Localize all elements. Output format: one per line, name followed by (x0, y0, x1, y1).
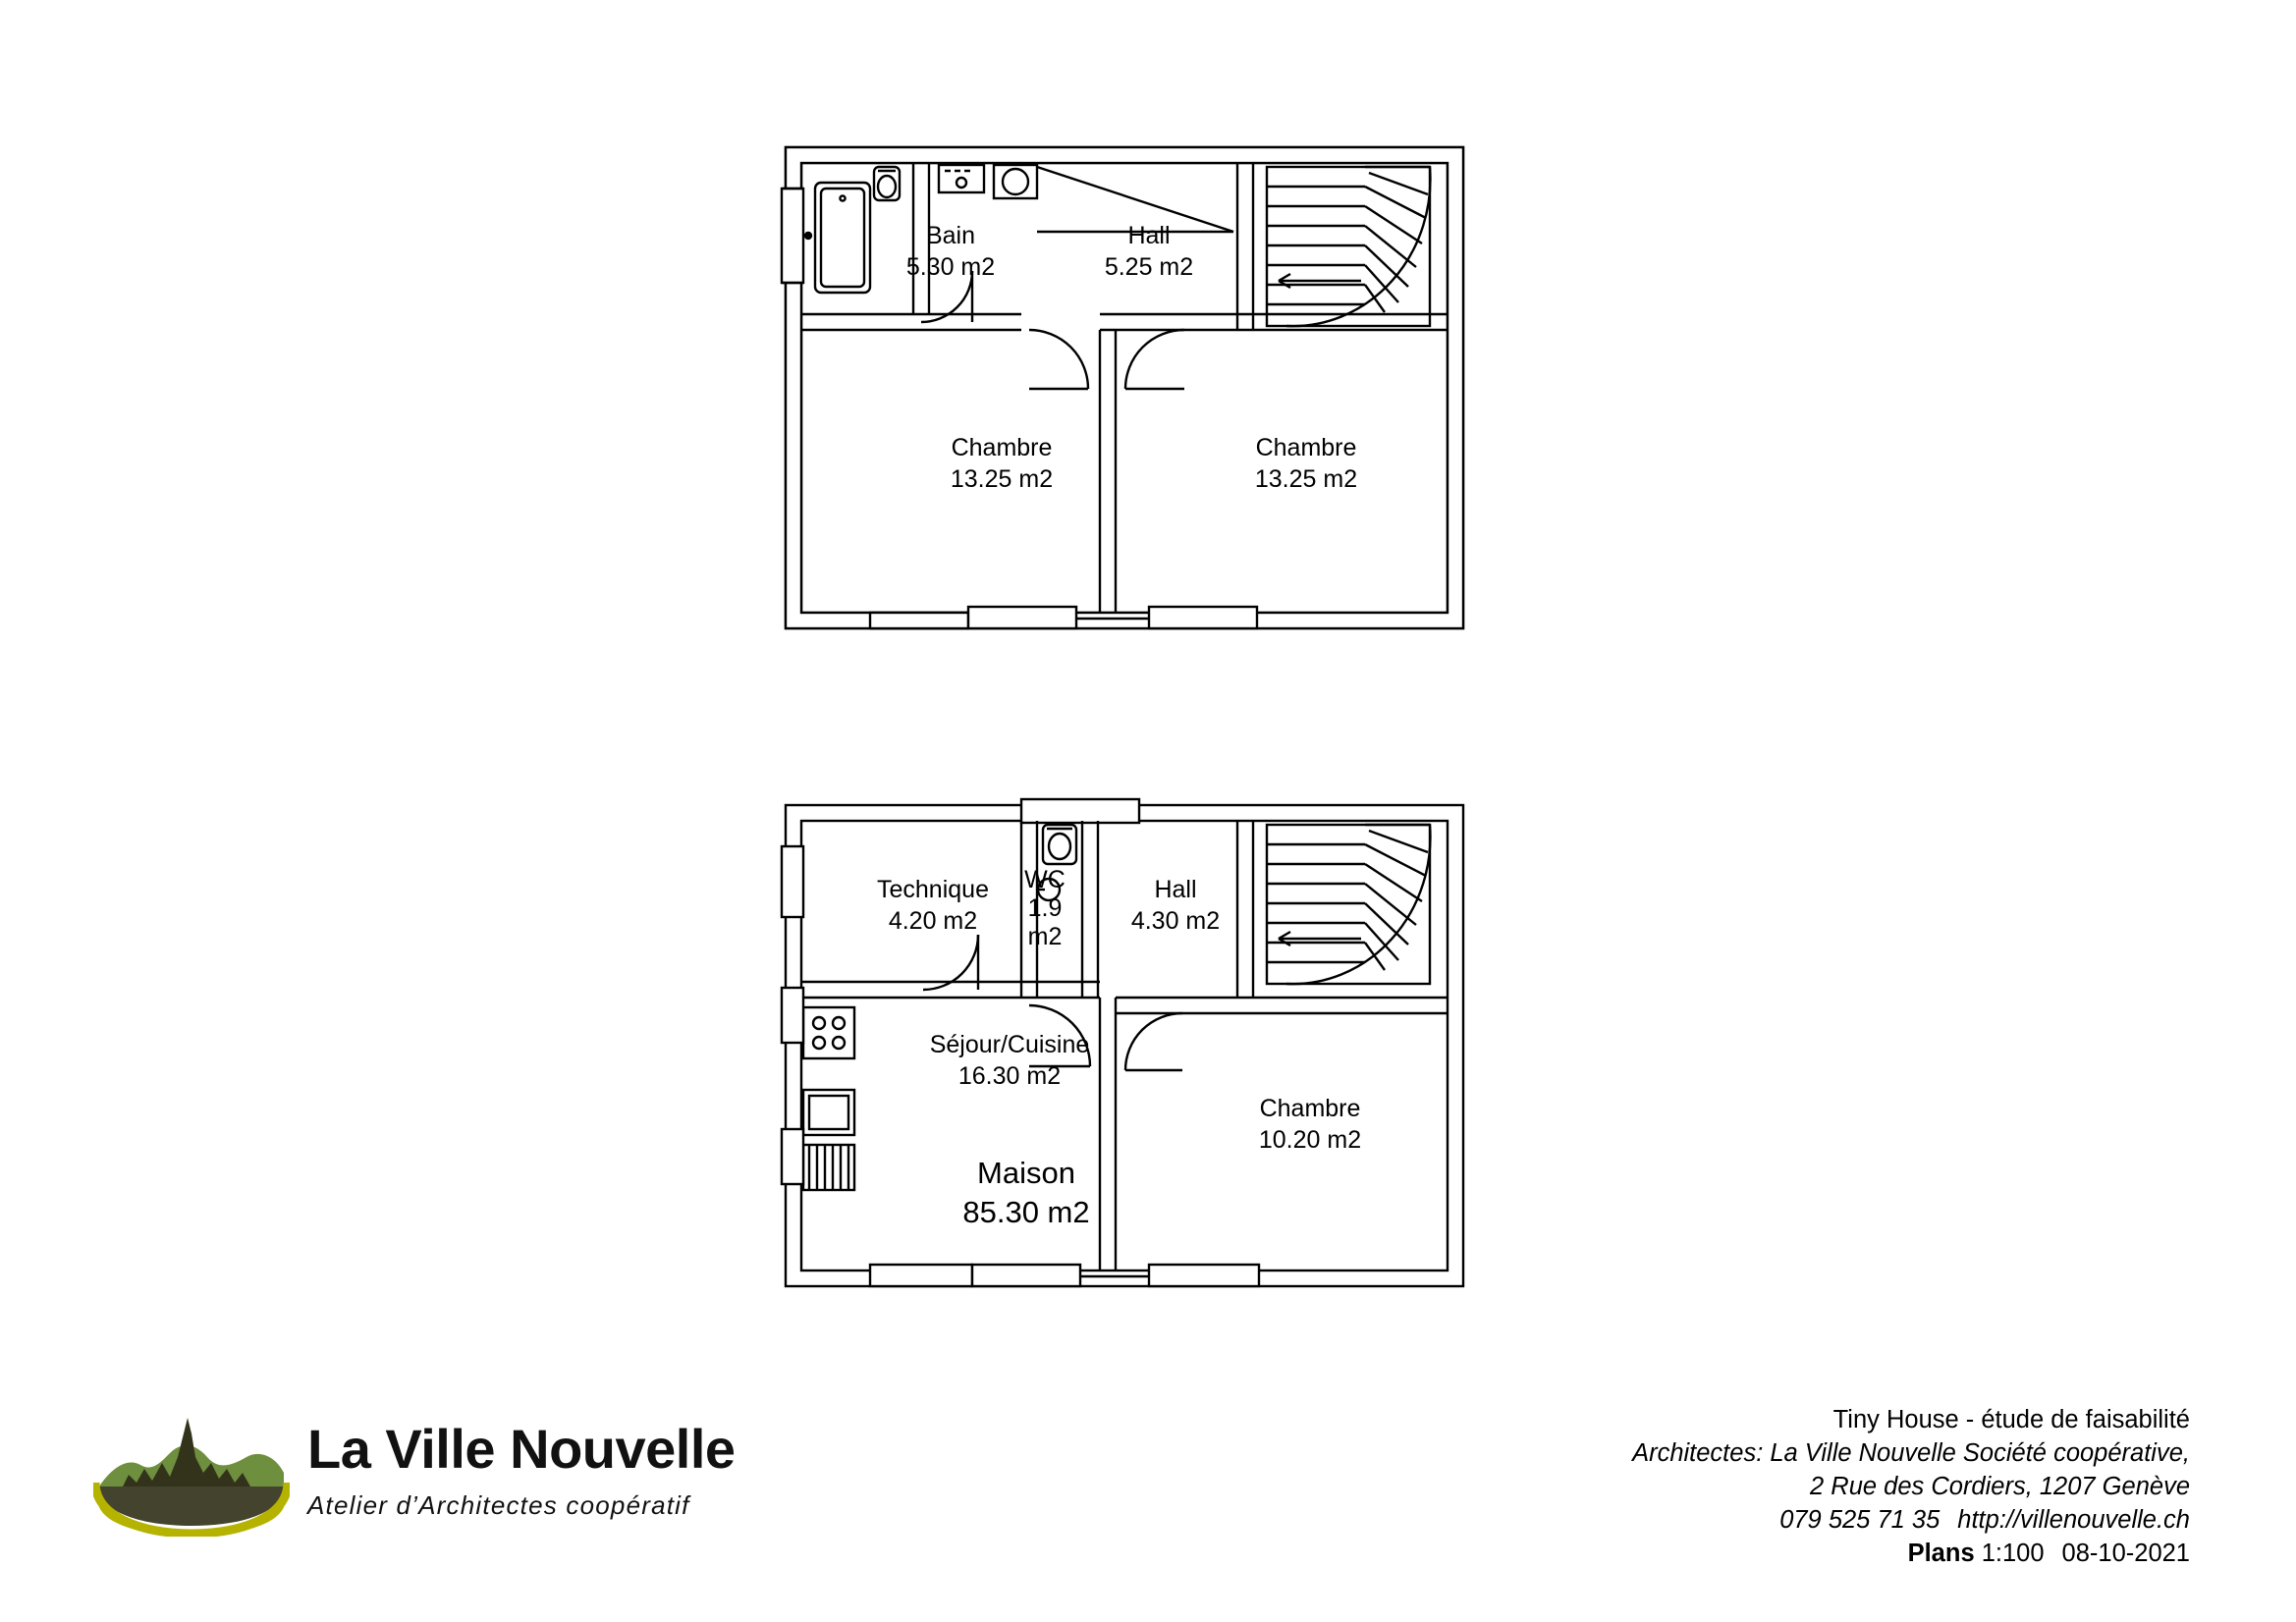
brand-subtitle: Atelier d’Architectes coopératif (307, 1490, 690, 1520)
room-label-chambre-upper-left: Chambre 13.25 m2 (950, 434, 1054, 493)
plans-scale: 1:100 (1981, 1539, 2045, 1567)
project-title: Tiny House - étude de faisabilité (1832, 1406, 2190, 1433)
ground-floor-plan (776, 795, 1483, 1306)
upper-floor-plan (776, 137, 1483, 648)
room-label-sejour-cuisine: Séjour/Cuisine 16.30 m2 (929, 1031, 1090, 1090)
footer-branding (93, 1402, 899, 1559)
company-logo-icon (93, 1414, 290, 1537)
plans-label: Plans (1907, 1539, 1975, 1567)
phone-number: 079 525 71 35 (1779, 1505, 1941, 1534)
room-label-technique: Technique 4.20 m2 (877, 876, 989, 935)
website-link[interactable]: http://villenouvelle.ch (1957, 1505, 2190, 1534)
room-label-chambre-upper-right: Chambre 13.25 m2 (1254, 434, 1358, 493)
contact-line (1208, 1504, 2190, 1538)
room-label-hall-ground: Hall 4.30 m2 (1130, 876, 1221, 935)
title-block (1208, 1404, 2190, 1571)
plans-line (1208, 1538, 2190, 1571)
plans-date: 08-10-2021 (2061, 1539, 2190, 1567)
room-label-chambre-ground: Chambre 10.20 m2 (1258, 1095, 1362, 1154)
room-label-hall-upper: Hall 5.25 m2 (1104, 222, 1194, 281)
room-label-wc: WC 1.9 m2 (1024, 866, 1066, 950)
brand-name: La Ville Nouvelle (307, 1418, 736, 1480)
address-line: 2 Rue des Cordiers, 1207 Genève (1810, 1472, 2190, 1500)
room-label-bain: Bain 5.30 m2 (905, 222, 996, 281)
brand-text-block (307, 1418, 916, 1521)
architects-line: Architectes: La Ville Nouvelle Société coopérative, (1632, 1438, 2190, 1467)
room-label-maison-total: Maison 85.30 m2 (962, 1156, 1090, 1229)
